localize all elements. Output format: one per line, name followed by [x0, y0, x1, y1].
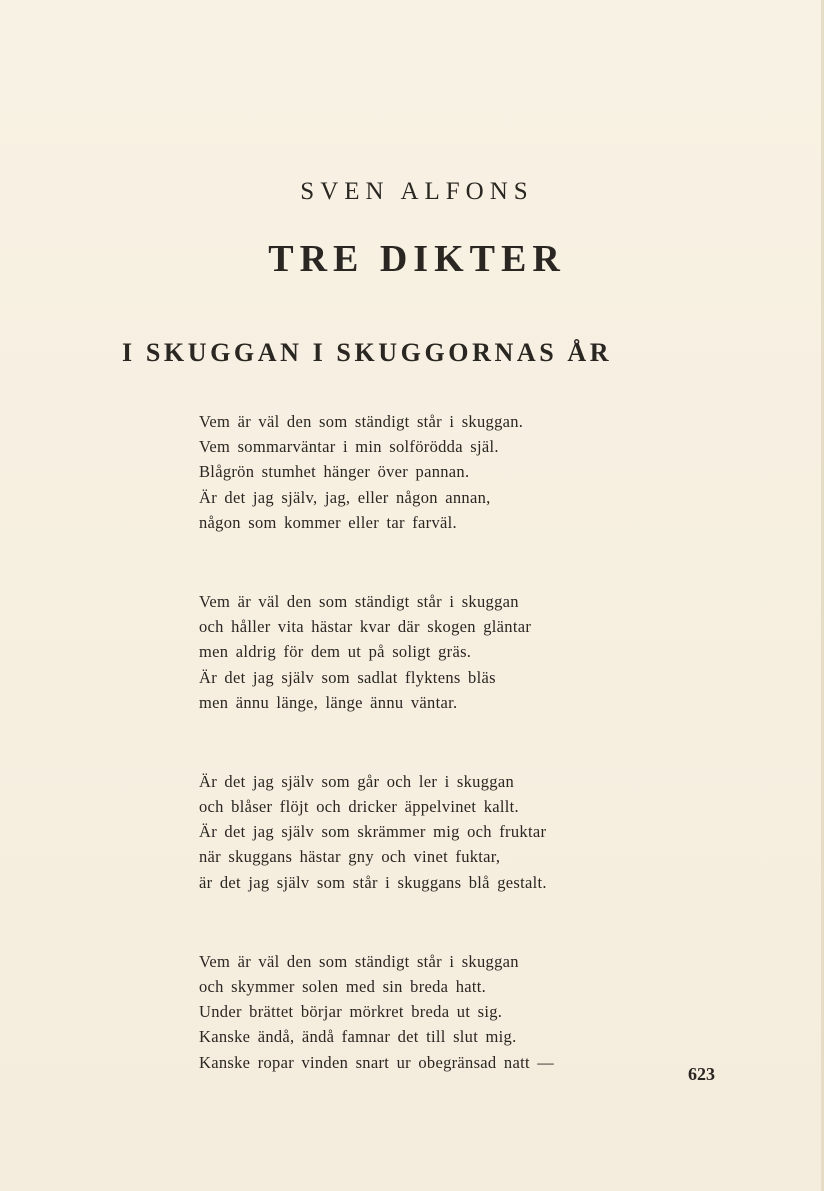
poem-line: Under brättet börjar mörkret breda ut sig. — [199, 1002, 503, 1022]
poem-line: Är det jag själv som skrämmer mig och fruktar — [199, 822, 547, 842]
poem-title: I SKUGGAN I SKUGGORNAS ÅR — [122, 338, 613, 367]
poem-line: Blågrön stumhet hänger över pannan. — [199, 462, 470, 482]
stanza-4 — [199, 949, 619, 1075]
poem-line: när skuggans hästar gny och vinet fuktar, — [199, 847, 501, 867]
stanza-1 — [199, 409, 619, 535]
poem-line: är det jag själv som står i skuggans blå gestalt. — [199, 872, 547, 892]
poem-line: Vem sommarväntar i min solförödda själ. — [199, 437, 499, 457]
poem-line: Är det jag själv som går och ler i skuggan — [199, 771, 514, 791]
poem-line: Är det jag själv som sadlat flyktens bläs — [199, 667, 496, 687]
poem-line: Vem är väl den som ständigt står i skuggan — [199, 951, 519, 971]
page-number: 623 — [688, 1064, 715, 1084]
collection-title: TRE DIKTER — [268, 238, 566, 280]
poem-line: men aldrig för dem ut på soligt gräs. — [199, 642, 472, 662]
stanza-3 — [199, 769, 619, 895]
poem-line: och skymmer solen med sin breda hatt. — [199, 977, 487, 996]
poem-line: Är det jag själv, jag, eller någon annan, — [199, 487, 491, 507]
poem-line: och håller vita hästar kvar där skogen gläntar — [199, 617, 532, 637]
poem-line: Kanske ändå, ändå famnar det till slut mig. — [199, 1027, 517, 1047]
poem-line: Vem är väl den som ständigt står i skuggan — [199, 591, 519, 611]
poem-line: någon som kommer eller tar farväl. — [199, 512, 457, 532]
poem-body — [199, 409, 619, 1129]
poem-line: Kanske ropar vinden snart ur obegränsad natt — — [199, 1052, 555, 1072]
poem-line: men ännu länge, länge ännu väntar. — [199, 692, 458, 712]
poem-line: Vem är väl den som ständigt står i skuggan. — [199, 412, 524, 431]
poem-line: och blåser flöjt och dricker äppelvinet kallt. — [199, 797, 519, 817]
author-name: SVEN ALFONS — [300, 178, 534, 205]
stanza-2 — [199, 589, 619, 715]
